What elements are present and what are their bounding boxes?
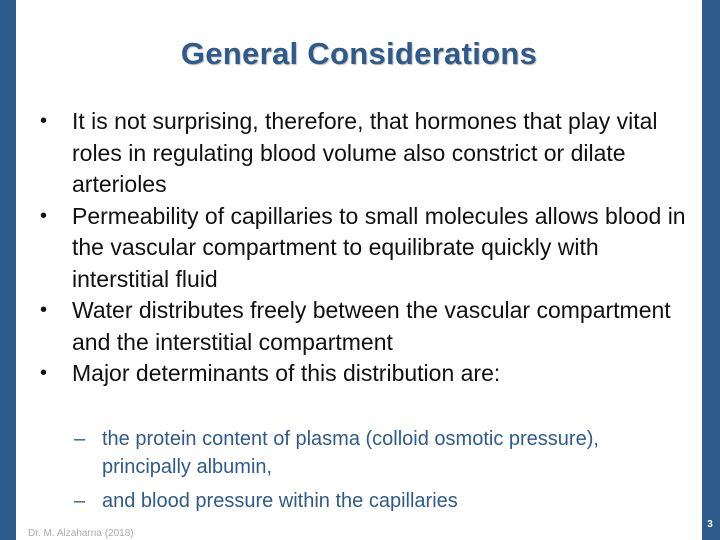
bullet-item xyxy=(26,295,686,358)
subbullet-list xyxy=(26,425,686,515)
bullet-icon: • xyxy=(40,362,48,384)
bullet-item xyxy=(26,106,686,201)
bullet-item xyxy=(26,201,686,296)
subbullet-text: the protein content of plasma (colloid osmotic pressure), principally albumin, xyxy=(102,428,599,478)
page-number: 3 xyxy=(707,519,713,530)
dash-icon: – xyxy=(74,428,86,450)
bullet-text: Major determinants of this distribution are: xyxy=(72,360,501,386)
bullet-icon: • xyxy=(40,110,48,132)
dash-icon: – xyxy=(74,490,86,512)
bullet-text: Water distributes freely between the vascular compartment and the interstitial compartment xyxy=(72,297,671,355)
bullet-item xyxy=(26,358,686,390)
bullet-icon: • xyxy=(40,204,48,227)
subbullet-text: and blood pressure within the capillaries xyxy=(102,490,458,512)
bullet-icon: • xyxy=(40,299,48,321)
bullet-text: It is not surprising, therefore, that hormones that play vital roles in regulating blood volume also constrict or dilate arterioles xyxy=(72,108,658,197)
bullet-text: Permeability of capillaries to small molecules allows blood in the vascular compartment to equilibrate quickly with interstitial fluid xyxy=(72,202,686,292)
footer-author: Dr. M. Alzaharna (2018) xyxy=(28,528,134,539)
slide xyxy=(16,0,702,540)
subbullet-item xyxy=(26,425,686,481)
bullet-list xyxy=(26,106,686,390)
slide-title: General Considerations xyxy=(180,36,538,71)
subbullet-item xyxy=(26,487,686,515)
